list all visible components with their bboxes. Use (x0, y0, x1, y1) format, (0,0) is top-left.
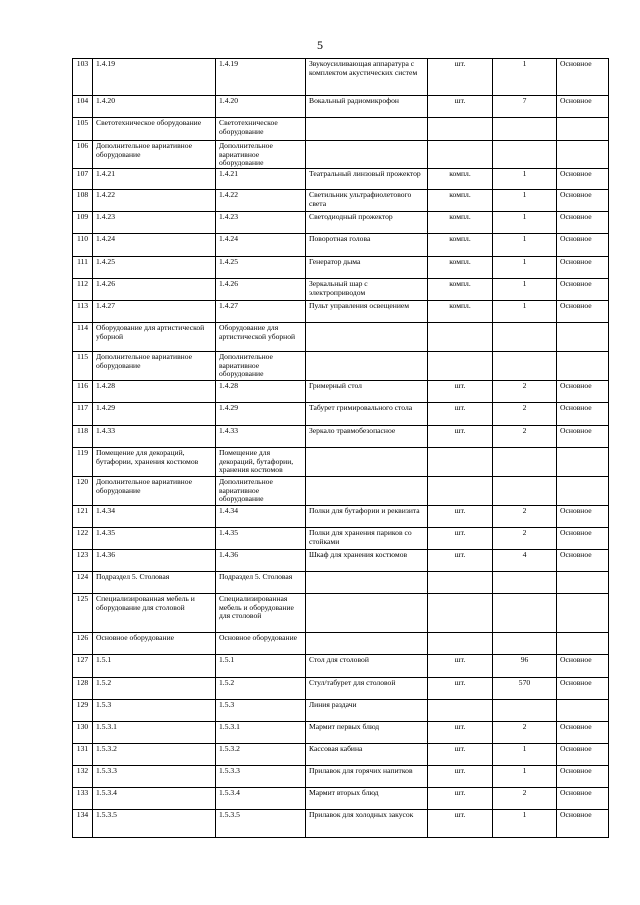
row-category (557, 323, 609, 352)
row-category: Основное (557, 528, 609, 550)
row-unit: шт. (428, 506, 493, 528)
row-item-name: Мармит вторых блюд (306, 788, 428, 810)
row-number: 107 (73, 169, 93, 190)
row-number: 117 (73, 403, 93, 426)
row-unit (428, 572, 493, 594)
row-unit: компл. (428, 301, 493, 323)
row-category: Основное (557, 766, 609, 788)
row-code-copy: Дополнительное вариативное оборудование (216, 477, 306, 506)
row-quantity: 2 (493, 722, 557, 744)
row-code-copy: 1.5.1 (216, 655, 306, 678)
row-category: Основное (557, 59, 609, 96)
row-unit (428, 141, 493, 169)
row-code: 1.4.33 (93, 426, 216, 448)
row-number: 108 (73, 190, 93, 212)
row-number: 118 (73, 426, 93, 448)
row-category: Основное (557, 426, 609, 448)
table-row (73, 655, 609, 678)
row-code: Оборудование для артистической уборной (93, 323, 216, 352)
row-category (557, 448, 609, 477)
row-quantity (493, 323, 557, 352)
row-code: 1.5.3 (93, 700, 216, 722)
row-category: Основное (557, 234, 609, 257)
row-unit (428, 448, 493, 477)
row-category (557, 118, 609, 141)
row-unit: шт. (428, 810, 493, 838)
row-quantity (493, 594, 557, 633)
row-number: 126 (73, 633, 93, 655)
row-code: 1.5.3.1 (93, 722, 216, 744)
row-code-copy: 1.4.28 (216, 381, 306, 403)
row-number: 134 (73, 810, 93, 838)
row-code: 1.5.3.4 (93, 788, 216, 810)
row-quantity (493, 477, 557, 506)
row-quantity: 2 (493, 528, 557, 550)
table-row (73, 700, 609, 722)
row-item-name: Театральный линзовый прожектор (306, 169, 428, 190)
table-row (73, 477, 609, 506)
row-code: 1.5.1 (93, 655, 216, 678)
row-quantity (493, 352, 557, 381)
table-row (73, 810, 609, 838)
table-row (73, 766, 609, 788)
row-category: Основное (557, 381, 609, 403)
row-quantity: 1 (493, 257, 557, 279)
row-unit: шт. (428, 744, 493, 766)
row-number: 131 (73, 744, 93, 766)
row-unit: шт. (428, 426, 493, 448)
row-code: Дополнительное вариативное оборудование (93, 477, 216, 506)
row-item-name: Вокальный радиомикрофон (306, 96, 428, 118)
row-item-name: Поворотная голова (306, 234, 428, 257)
row-item-name (306, 352, 428, 381)
row-number: 110 (73, 234, 93, 257)
row-quantity: 1 (493, 810, 557, 838)
row-quantity (493, 572, 557, 594)
row-category: Основное (557, 212, 609, 234)
row-code-copy: Светотехническое оборудование (216, 118, 306, 141)
row-unit: компл. (428, 190, 493, 212)
row-number: 130 (73, 722, 93, 744)
row-item-name: Светильник ультрафиолетового света (306, 190, 428, 212)
row-code: 1.4.34 (93, 506, 216, 528)
row-unit (428, 700, 493, 722)
row-number: 120 (73, 477, 93, 506)
table-row (73, 118, 609, 141)
row-item-name: Прилавок для горячих напитков (306, 766, 428, 788)
row-quantity (493, 448, 557, 477)
row-code-copy: 1.5.3.3 (216, 766, 306, 788)
table-row (73, 141, 609, 169)
row-unit: шт. (428, 550, 493, 572)
row-item-name: Стол для столовой (306, 655, 428, 678)
row-code: Светотехническое оборудование (93, 118, 216, 141)
row-code-copy: 1.4.24 (216, 234, 306, 257)
row-code: 1.4.19 (93, 59, 216, 96)
row-quantity: 1 (493, 301, 557, 323)
table-row (73, 190, 609, 212)
row-unit: шт. (428, 678, 493, 700)
row-category: Основное (557, 190, 609, 212)
row-code-copy: 1.4.22 (216, 190, 306, 212)
table-row (73, 744, 609, 766)
row-quantity (493, 141, 557, 169)
row-unit (428, 352, 493, 381)
row-code-copy: 1.4.36 (216, 550, 306, 572)
row-quantity: 1 (493, 766, 557, 788)
table-row (73, 279, 609, 301)
row-number: 127 (73, 655, 93, 678)
row-code: 1.4.36 (93, 550, 216, 572)
row-number: 125 (73, 594, 93, 633)
table-row (73, 96, 609, 118)
row-code-copy: 1.4.26 (216, 279, 306, 301)
row-code: 1.4.29 (93, 403, 216, 426)
table-row (73, 722, 609, 744)
table-row (73, 257, 609, 279)
row-unit: компл. (428, 257, 493, 279)
row-category: Основное (557, 678, 609, 700)
row-code-copy: 1.5.3.4 (216, 788, 306, 810)
row-code: 1.5.3.2 (93, 744, 216, 766)
row-item-name (306, 141, 428, 169)
row-quantity: 2 (493, 426, 557, 448)
row-number: 114 (73, 323, 93, 352)
row-code: Основное оборудование (93, 633, 216, 655)
row-category (557, 141, 609, 169)
row-code-copy: 1.4.27 (216, 301, 306, 323)
row-category: Основное (557, 550, 609, 572)
row-unit (428, 594, 493, 633)
row-unit: компл. (428, 169, 493, 190)
row-item-name: Стул/табурет для столовой (306, 678, 428, 700)
row-number: 103 (73, 59, 93, 96)
table-row (73, 788, 609, 810)
row-code-copy: 1.5.3.2 (216, 744, 306, 766)
row-quantity: 1 (493, 744, 557, 766)
row-code-copy: Специализированная мебель и оборудование для столовой (216, 594, 306, 633)
row-quantity: 2 (493, 403, 557, 426)
row-number: 128 (73, 678, 93, 700)
row-unit: шт. (428, 528, 493, 550)
row-number: 115 (73, 352, 93, 381)
row-item-name: Гримерный стол (306, 381, 428, 403)
row-category: Основное (557, 257, 609, 279)
row-unit: компл. (428, 212, 493, 234)
row-code: Помещение для декораций, бутафории, хранения костюмов (93, 448, 216, 477)
table-row (73, 426, 609, 448)
row-number: 111 (73, 257, 93, 279)
row-category: Основное (557, 810, 609, 838)
row-item-name: Полки для бутафории и реквизита (306, 506, 428, 528)
row-quantity: 1 (493, 234, 557, 257)
equipment-table-body (73, 59, 609, 838)
row-number: 106 (73, 141, 93, 169)
row-item-name: Генератор дыма (306, 257, 428, 279)
row-category (557, 633, 609, 655)
row-item-name: Светодиодный прожектор (306, 212, 428, 234)
row-category: Основное (557, 722, 609, 744)
row-unit (428, 633, 493, 655)
row-code: 1.5.3.3 (93, 766, 216, 788)
table-row (73, 633, 609, 655)
table-row (73, 448, 609, 477)
row-item-name: Мармит первых блюд (306, 722, 428, 744)
row-quantity (493, 633, 557, 655)
row-unit: шт. (428, 766, 493, 788)
row-category (557, 352, 609, 381)
row-code-copy: Основное оборудование (216, 633, 306, 655)
row-category: Основное (557, 301, 609, 323)
row-code-copy: 1.4.29 (216, 403, 306, 426)
row-item-name (306, 633, 428, 655)
row-category: Основное (557, 96, 609, 118)
row-code-copy: 1.5.3.5 (216, 810, 306, 838)
row-code: 1.4.21 (93, 169, 216, 190)
row-category (557, 594, 609, 633)
row-code-copy: 1.5.2 (216, 678, 306, 700)
table-row (73, 323, 609, 352)
row-unit: шт. (428, 96, 493, 118)
row-item-name: Линия раздачи (306, 700, 428, 722)
row-code-copy: 1.5.3 (216, 700, 306, 722)
row-unit: компл. (428, 279, 493, 301)
row-code: 1.4.26 (93, 279, 216, 301)
row-quantity: 1 (493, 212, 557, 234)
row-code-copy: 1.4.23 (216, 212, 306, 234)
row-quantity (493, 700, 557, 722)
row-quantity: 2 (493, 788, 557, 810)
row-category: Основное (557, 279, 609, 301)
row-number: 104 (73, 96, 93, 118)
row-number: 132 (73, 766, 93, 788)
row-category (557, 477, 609, 506)
row-code: 1.5.3.5 (93, 810, 216, 838)
row-item-name: Шкаф для хранения костюмов (306, 550, 428, 572)
row-item-name: Кассовая кабина (306, 744, 428, 766)
row-unit: шт. (428, 403, 493, 426)
row-code-copy: Дополнительное вариативное оборудование (216, 141, 306, 169)
row-code: 1.4.20 (93, 96, 216, 118)
row-code-copy: 1.4.35 (216, 528, 306, 550)
row-unit: компл. (428, 234, 493, 257)
row-item-name (306, 448, 428, 477)
row-number: 105 (73, 118, 93, 141)
row-category: Основное (557, 655, 609, 678)
row-category (557, 572, 609, 594)
row-code-copy: 1.4.21 (216, 169, 306, 190)
row-item-name: Полки для хранения париков со стойками (306, 528, 428, 550)
table-row (73, 352, 609, 381)
table-row (73, 528, 609, 550)
row-code: 1.4.23 (93, 212, 216, 234)
row-item-name (306, 594, 428, 633)
row-quantity: 2 (493, 381, 557, 403)
row-code: 1.4.28 (93, 381, 216, 403)
row-item-name: Пульт управления освещением (306, 301, 428, 323)
row-quantity: 1 (493, 169, 557, 190)
row-item-name (306, 477, 428, 506)
row-number: 113 (73, 301, 93, 323)
table-row (73, 381, 609, 403)
row-code-copy: Оборудование для артистической уборной (216, 323, 306, 352)
row-code: Подраздел 5. Столовая (93, 572, 216, 594)
table-row (73, 572, 609, 594)
row-code: Специализированная мебель и оборудование для столовой (93, 594, 216, 633)
row-category (557, 700, 609, 722)
row-unit (428, 118, 493, 141)
row-quantity: 1 (493, 279, 557, 301)
row-quantity: 1 (493, 59, 557, 96)
row-quantity (493, 118, 557, 141)
row-category: Основное (557, 744, 609, 766)
row-code: Дополнительное вариативное оборудование (93, 141, 216, 169)
row-quantity: 570 (493, 678, 557, 700)
row-code-copy: Помещение для декораций, бутафории, хранения костюмов (216, 448, 306, 477)
table-row (73, 550, 609, 572)
row-code-copy: 1.5.3.1 (216, 722, 306, 744)
row-unit: шт. (428, 381, 493, 403)
row-code-copy: 1.4.33 (216, 426, 306, 448)
row-code: Дополнительное вариативное оборудование (93, 352, 216, 381)
row-category: Основное (557, 788, 609, 810)
row-item-name (306, 118, 428, 141)
table-row (73, 212, 609, 234)
row-item-name: Табурет гримировального стола (306, 403, 428, 426)
row-code: 1.4.35 (93, 528, 216, 550)
row-code: 1.4.25 (93, 257, 216, 279)
row-item-name: Прилавок для холодных закусок (306, 810, 428, 838)
table-row (73, 594, 609, 633)
row-item-name: Зеркальный шар с электроприводом (306, 279, 428, 301)
row-code-copy: 1.4.34 (216, 506, 306, 528)
table-row (73, 59, 609, 96)
row-number: 123 (73, 550, 93, 572)
row-item-name: Звукоусиливающая аппаратура с комплектом акустических систем (306, 59, 428, 96)
table-row (73, 403, 609, 426)
row-code: 1.4.24 (93, 234, 216, 257)
row-number: 112 (73, 279, 93, 301)
table-row (73, 301, 609, 323)
row-code: 1.5.2 (93, 678, 216, 700)
row-code-copy: 1.4.20 (216, 96, 306, 118)
row-item-name (306, 572, 428, 594)
row-item-name: Зеркало травмобезопасное (306, 426, 428, 448)
table-row (73, 234, 609, 257)
row-code: 1.4.22 (93, 190, 216, 212)
row-number: 129 (73, 700, 93, 722)
row-quantity: 1 (493, 190, 557, 212)
row-code-copy: 1.4.19 (216, 59, 306, 96)
equipment-table (72, 58, 609, 838)
row-unit: шт. (428, 722, 493, 744)
row-number: 116 (73, 381, 93, 403)
row-number: 119 (73, 448, 93, 477)
row-unit: шт. (428, 655, 493, 678)
row-unit: шт. (428, 788, 493, 810)
row-code-copy: Подраздел 5. Столовая (216, 572, 306, 594)
row-unit (428, 323, 493, 352)
row-code-copy: 1.4.25 (216, 257, 306, 279)
table-row (73, 678, 609, 700)
row-quantity: 96 (493, 655, 557, 678)
table-row (73, 169, 609, 190)
page-number: 5 (317, 38, 323, 52)
row-number: 133 (73, 788, 93, 810)
row-category: Основное (557, 506, 609, 528)
row-quantity: 2 (493, 506, 557, 528)
table-row (73, 506, 609, 528)
row-number: 122 (73, 528, 93, 550)
row-code-copy: Дополнительное вариативное оборудование (216, 352, 306, 381)
row-item-name (306, 323, 428, 352)
row-number: 121 (73, 506, 93, 528)
row-unit: шт. (428, 59, 493, 96)
row-category: Основное (557, 169, 609, 190)
row-quantity: 7 (493, 96, 557, 118)
row-quantity: 4 (493, 550, 557, 572)
row-category: Основное (557, 403, 609, 426)
row-number: 109 (73, 212, 93, 234)
row-number: 124 (73, 572, 93, 594)
row-unit (428, 477, 493, 506)
row-code: 1.4.27 (93, 301, 216, 323)
